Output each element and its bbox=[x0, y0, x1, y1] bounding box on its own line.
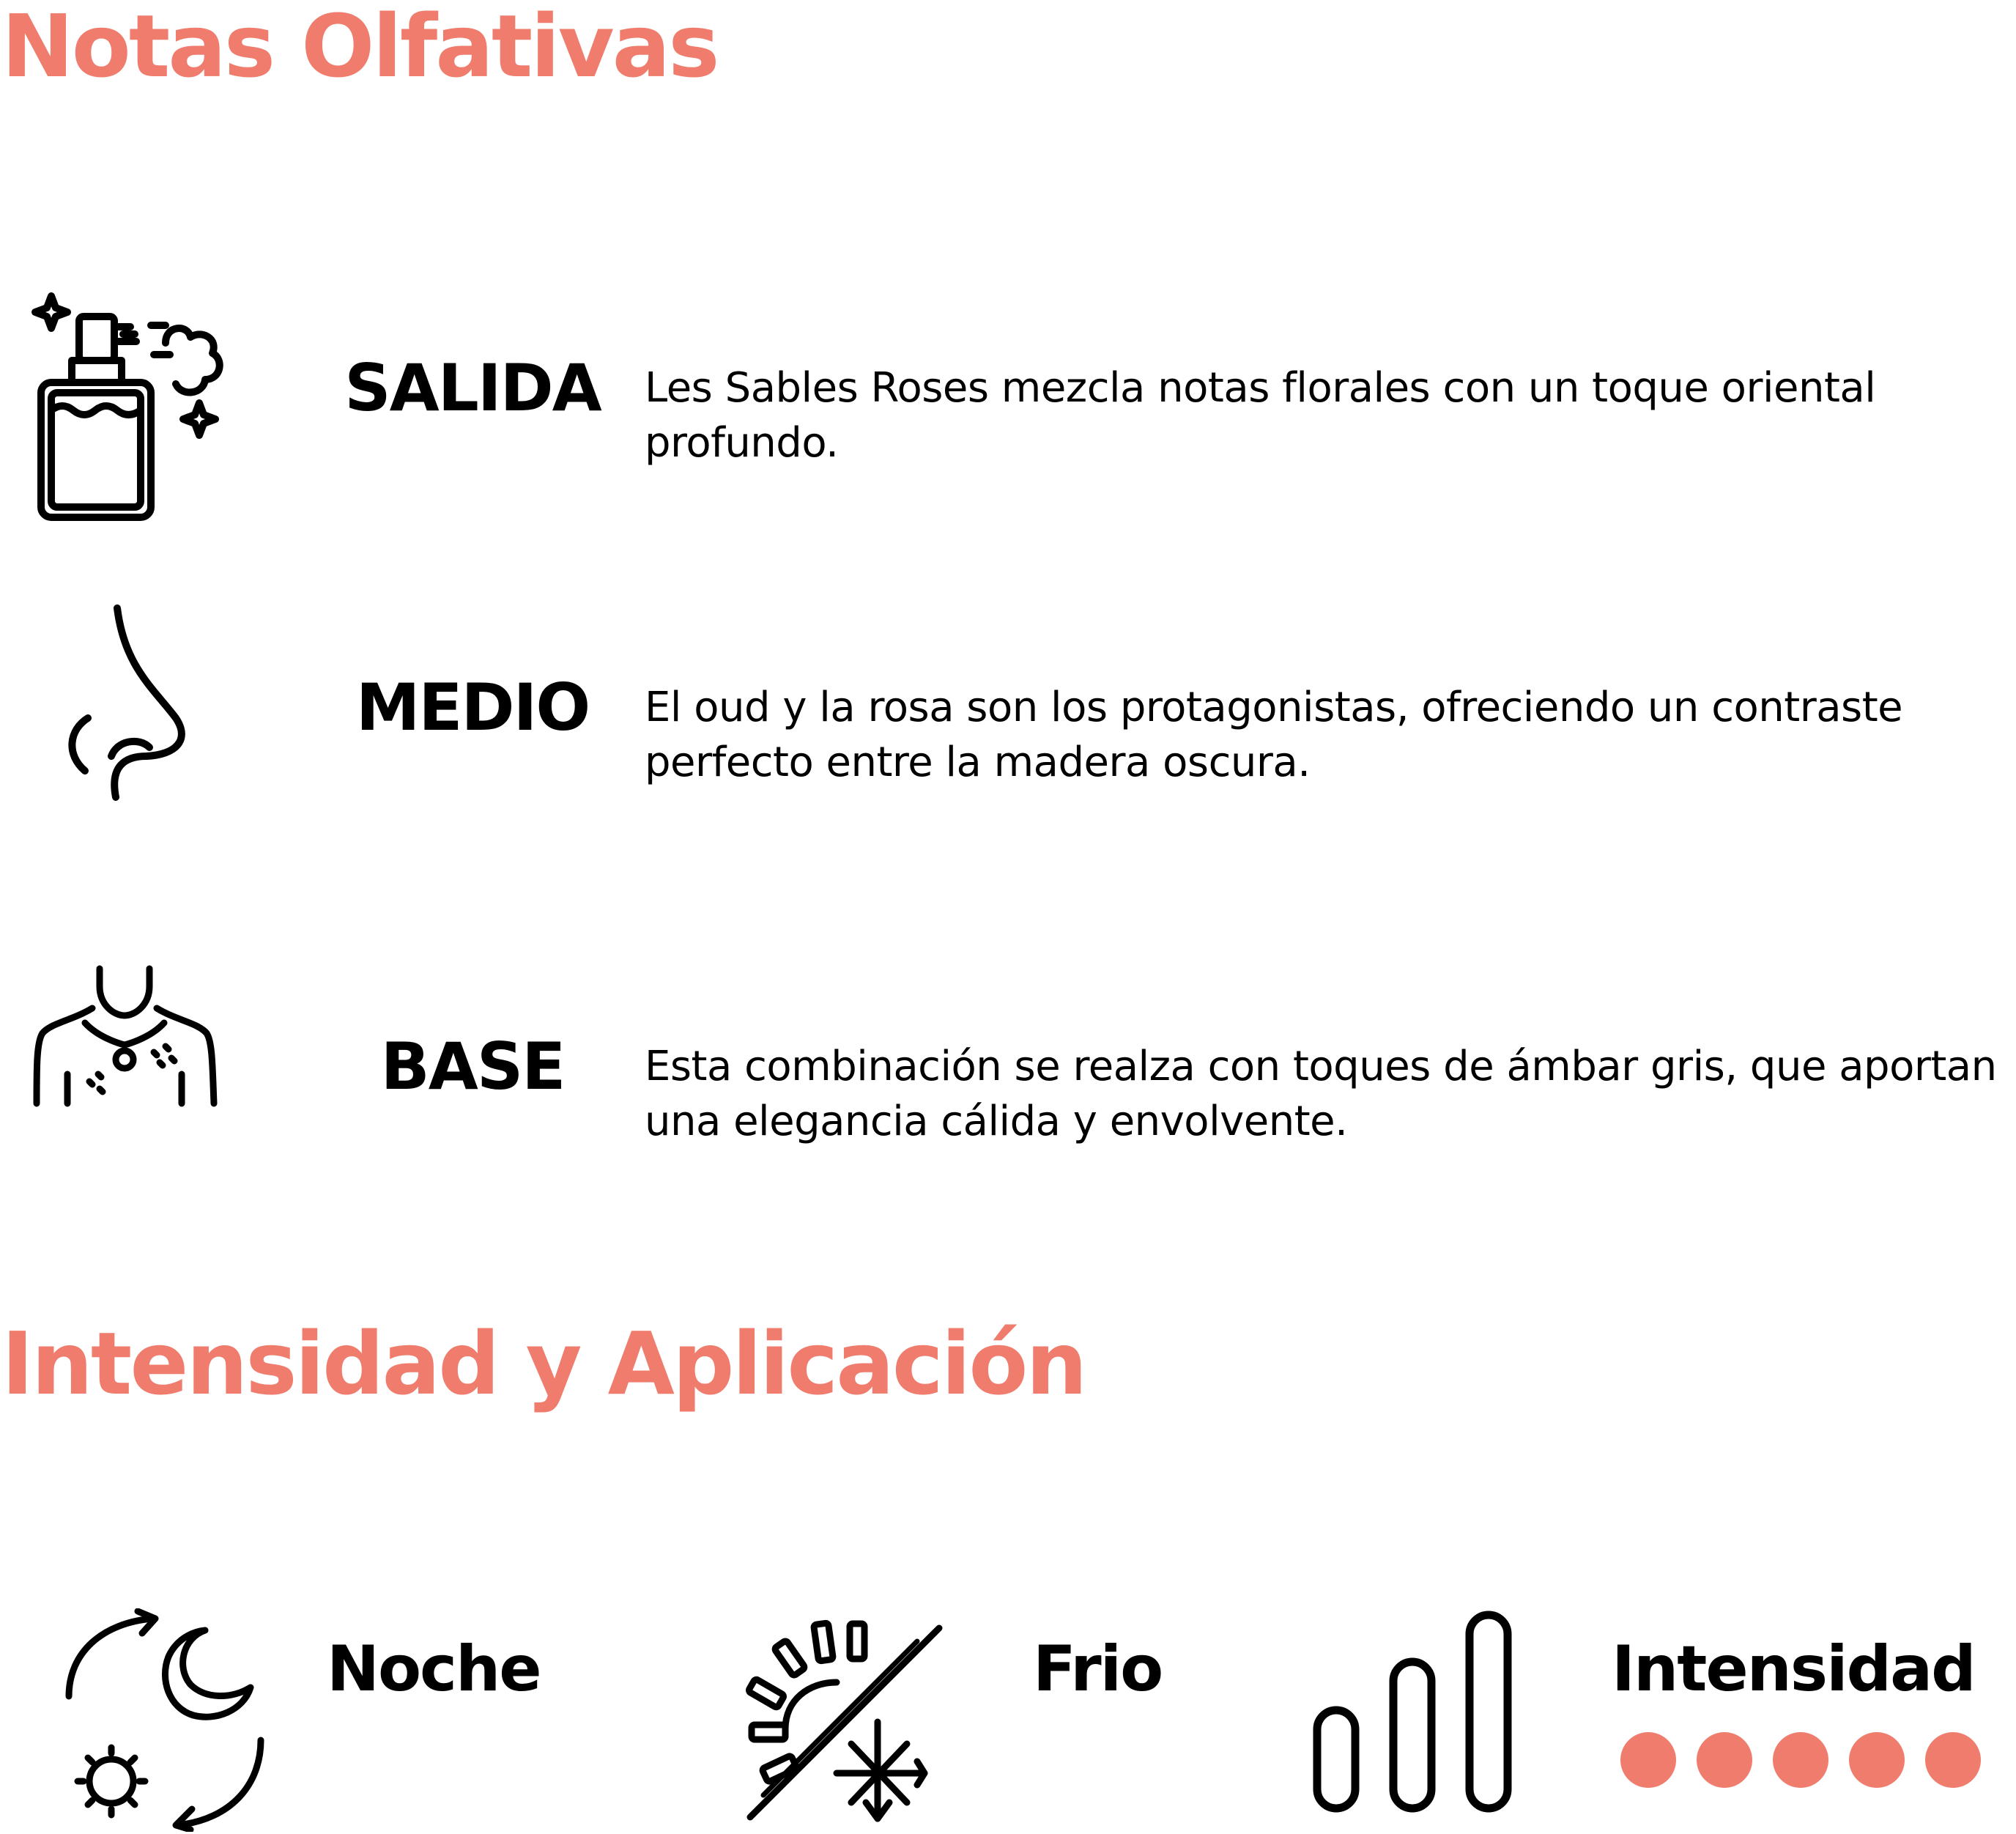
note-text-medio: El oud y la rosa son los protagonistas, ofreciendo un contraste perfecto entre la madera oscura. bbox=[645, 684, 1903, 786]
note-label-base: BASE bbox=[380, 1029, 565, 1104]
intensity-dot bbox=[1773, 1732, 1828, 1788]
nose-icon bbox=[59, 601, 190, 806]
sun-snowflake-icon bbox=[741, 1619, 946, 1826]
neck-icon bbox=[29, 964, 220, 1111]
intensity-dot bbox=[1620, 1732, 1676, 1788]
intensity-label: Intensidad bbox=[1612, 1633, 1975, 1706]
season-label: Frio bbox=[1033, 1633, 1163, 1706]
intensity-dot bbox=[1849, 1732, 1905, 1788]
time-label: Noche bbox=[327, 1633, 541, 1706]
perfume-spray-icon bbox=[29, 281, 227, 523]
intensity-dot bbox=[1925, 1732, 1981, 1788]
signal-bars-icon bbox=[1311, 1609, 1513, 1814]
intensity-rating bbox=[1620, 1732, 1987, 1788]
intensity-dot bbox=[1697, 1732, 1752, 1788]
note-label-medio: MEDIO bbox=[355, 670, 590, 745]
note-label-salida: SALIDA bbox=[344, 350, 601, 426]
note-text-salida: Les Sables Roses mezcla notas florales con un toque oriental profundo. bbox=[645, 364, 1876, 467]
note-text-base: Esta combinación se realza con toques de ámbar gris, que aportan una elegancia cálida y envolvente. bbox=[645, 1043, 1997, 1145]
intensity-heading: Intensidad y Aplicación bbox=[1, 1313, 1086, 1414]
day-night-cycle-icon bbox=[59, 1608, 271, 1832]
notes-heading: Notas Olfativas bbox=[1, 0, 718, 97]
